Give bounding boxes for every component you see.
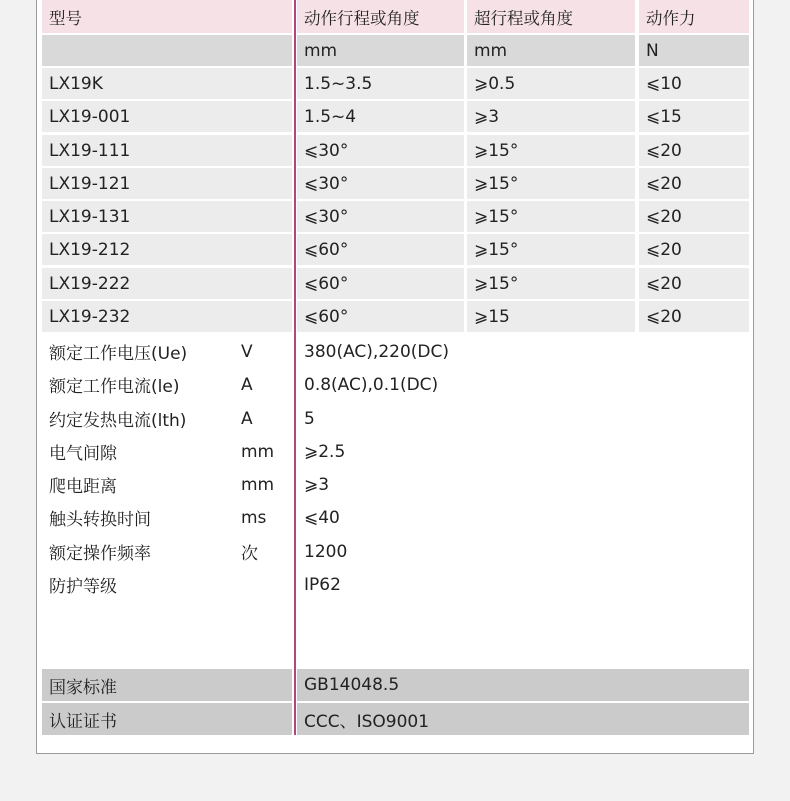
force-cell: ⩽20 [639, 201, 749, 232]
force-cell: ⩽20 [639, 135, 749, 166]
overtravel-cell: ⩾15° [467, 135, 635, 166]
overtravel-cell: ⩾15° [467, 201, 635, 232]
table-units-row [42, 35, 749, 66]
unit-model [42, 35, 292, 66]
model-cell: LX19-212 [42, 234, 292, 265]
table-row [42, 168, 749, 199]
spec-name: 额定工作电压(Ue) [49, 344, 188, 364]
spec-value: ⩽40 [304, 507, 340, 528]
spec-value: 0.8(AC),0.1(DC) [304, 374, 439, 395]
overtravel-cell: ⩾3 [467, 101, 635, 132]
spec-row [42, 468, 749, 501]
header-force: 动作力 [639, 0, 749, 33]
column-divider [294, 0, 296, 735]
spec-unit: A [241, 408, 253, 429]
travel-cell: ⩽30° [297, 135, 464, 166]
table-row [42, 101, 749, 132]
unit-force: N [639, 35, 749, 66]
overtravel-cell: ⩾15° [467, 268, 635, 299]
travel-cell: ⩽30° [297, 168, 464, 199]
table-row [42, 268, 749, 299]
spec-unit: mm [241, 474, 275, 495]
spec-unit: V [241, 341, 253, 362]
model-cell: LX19-001 [42, 101, 292, 132]
travel-cell: ⩽60° [297, 301, 464, 332]
spec-unit: A [241, 374, 253, 395]
force-cell: ⩽20 [639, 168, 749, 199]
spec-value: 1200 [304, 541, 348, 562]
force-cell: ⩽15 [639, 101, 749, 132]
spec-name: 电气间隙 [49, 444, 117, 464]
spec-name: 防护等级 [49, 577, 117, 597]
travel-cell: ⩽30° [297, 201, 464, 232]
spec-value: IP62 [304, 574, 341, 595]
table-row [42, 135, 749, 166]
overtravel-cell: ⩾15 [467, 301, 635, 332]
model-cell: LX19-111 [42, 135, 292, 166]
spec-name: 额定操作频率 [49, 544, 151, 564]
spec-value: 380(AC),220(DC) [304, 341, 449, 362]
spec-unit: mm [241, 441, 275, 462]
spec-name: 触头转换时间 [49, 510, 151, 530]
spec-row [42, 402, 749, 435]
spec-value: 5 [304, 408, 315, 429]
spec-unit: 次 [241, 544, 258, 564]
force-cell: ⩽20 [639, 234, 749, 265]
model-cell: LX19K [42, 68, 292, 99]
spec-row [42, 335, 749, 368]
force-cell: ⩽20 [639, 268, 749, 299]
spec-row [42, 368, 749, 401]
overtravel-cell: ⩾15° [467, 234, 635, 265]
spec-name: 爬电距离 [49, 477, 117, 497]
unit-travel: mm [297, 35, 464, 66]
travel-cell: ⩽60° [297, 268, 464, 299]
table-row [42, 234, 749, 265]
force-cell: ⩽20 [639, 301, 749, 332]
header-travel: 动作行程或角度 [297, 0, 464, 33]
travel-cell: 1.5~4 [297, 101, 464, 132]
model-cell: LX19-121 [42, 168, 292, 199]
table-header-row [42, 0, 749, 33]
spec-row [42, 568, 749, 601]
standard-label: 国家标准 [42, 669, 292, 701]
header-overtravel: 超行程或角度 [467, 0, 635, 33]
model-cell: LX19-232 [42, 301, 292, 332]
spec-name: 约定发热电流(lth) [49, 411, 187, 431]
spec-value: ⩾2.5 [304, 441, 346, 462]
header-model: 型号 [42, 0, 292, 33]
spec-row [42, 435, 749, 468]
overtravel-cell: ⩾15° [467, 168, 635, 199]
spec-row [42, 535, 749, 568]
table-row [42, 68, 749, 99]
spec-row [42, 501, 749, 534]
spec-unit: ms [241, 507, 267, 528]
certification-row [42, 703, 749, 735]
model-cell: LX19-222 [42, 268, 292, 299]
travel-cell: 1.5~3.5 [297, 68, 464, 99]
certification-label: 认证证书 [42, 703, 292, 735]
model-cell: LX19-131 [42, 201, 292, 232]
unit-overtravel: mm [467, 35, 635, 66]
spec-value: ⩾3 [304, 474, 330, 495]
force-cell: ⩽10 [639, 68, 749, 99]
table-row [42, 301, 749, 332]
standard-value: GB14048.5 [297, 669, 749, 701]
certification-value: CCC、ISO9001 [297, 703, 749, 735]
overtravel-cell: ⩾0.5 [467, 68, 635, 99]
travel-cell: ⩽60° [297, 234, 464, 265]
standard-row [42, 669, 749, 701]
spec-name: 额定工作电流(le) [49, 377, 180, 397]
spec-unit [234, 568, 294, 601]
table-row [42, 201, 749, 232]
